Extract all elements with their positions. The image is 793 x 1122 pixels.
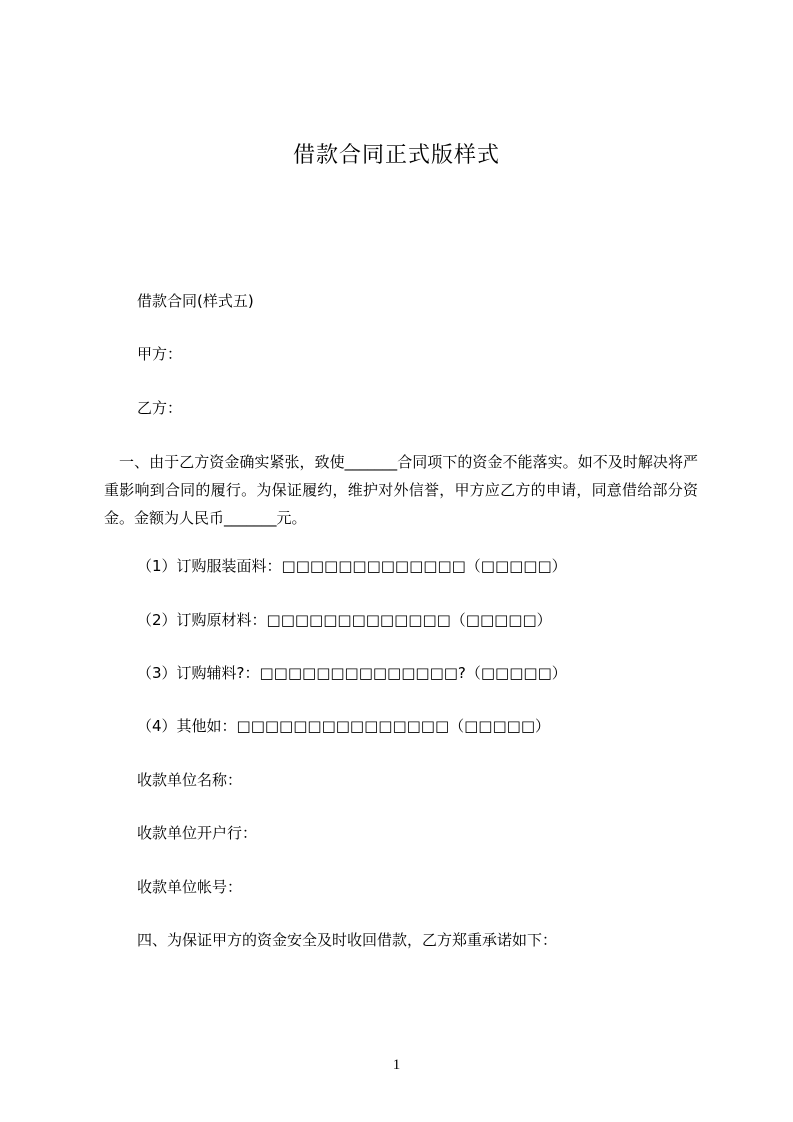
clause-one-paragraph: 一、由于乙方资金确实紧张，致使_______合同项下的资金不能落实。如不及时解决将严重影响到合同的履行。为保证履约，维护对外信誉，甲方应乙方的申请，同意借给部分资金。金额为人民币_______元。 xyxy=(104,453,698,527)
clause-four-heading: 四、为保证甲方的资金安全及时收回借款，乙方郑重承诺如下： xyxy=(137,931,558,949)
document-title: 借款合同正式版样式 xyxy=(292,143,500,168)
party-a-label: 甲方： xyxy=(137,345,183,363)
list-item-accessories: （3）订购辅料?：□□□□□□□□□□□□□□?（□□□□□） xyxy=(137,664,567,682)
list-item-raw-materials: （2）订购原材料：□□□□□□□□□□□□□（□□□□□） xyxy=(137,611,552,629)
contract-subtitle: 借款合同(样式五) xyxy=(137,292,254,310)
list-item-other: （4）其他如：□□□□□□□□□□□□□□□（□□□□□） xyxy=(137,717,550,735)
page-number: 1 xyxy=(392,1057,401,1073)
payee-name-label: 收款单位名称： xyxy=(137,771,243,789)
party-b-label: 乙方： xyxy=(137,399,183,417)
payee-bank-label: 收款单位开户行： xyxy=(137,824,258,842)
payee-account-label: 收款单位帐号： xyxy=(137,878,243,896)
list-item-fabric: （1）订购服装面料：□□□□□□□□□□□□□（□□□□□） xyxy=(137,557,567,575)
